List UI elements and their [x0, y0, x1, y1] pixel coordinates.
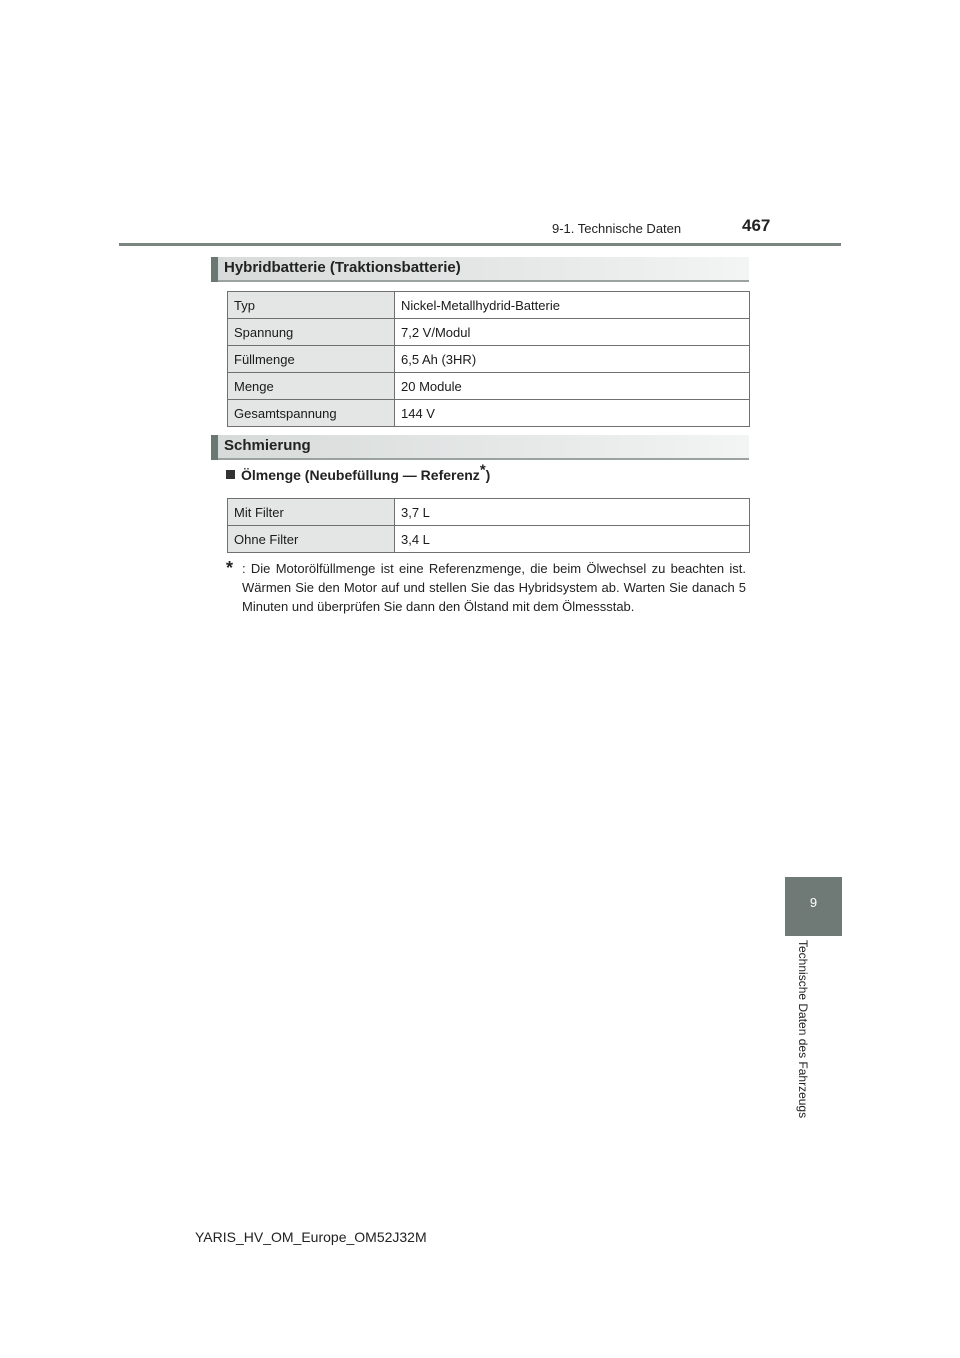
table-value-cell: 7,2 V/Modul: [395, 319, 750, 346]
header-divider: [119, 243, 841, 246]
table-row: [228, 346, 750, 373]
subheading-close: ): [485, 467, 491, 483]
section-heading-lubrication: [211, 435, 749, 460]
table-value-cell: 20 Module: [395, 373, 750, 400]
hybrid-battery-table: [227, 291, 750, 427]
subheading-text: Ölmenge (Neubefüllung — Referenz: [241, 467, 480, 483]
chapter-label: Technische Daten des Fahrzeugs: [796, 940, 810, 1119]
table-label-cell: Spannung: [228, 319, 395, 346]
oil-capacity-footnote: [226, 559, 746, 616]
table-value-cell: 144 V: [395, 400, 750, 427]
footnote-text: : Die Motorölfüllmenge ist eine Referenzmenge, die beim Ölwechsel zu beachten ist. Wärmen Sie den Motor auf und stellen Sie das Hybridsystem ab. Warten Sie danach 5 Minuten und überprüfen Sie dann den Ölstand mit dem Ölmessstab.: [242, 561, 746, 614]
page-number: 467: [742, 216, 771, 235]
table-label-cell: Ohne Filter: [228, 526, 395, 553]
table-label-cell: Mit Filter: [228, 499, 395, 526]
chapter-tab: [785, 877, 842, 936]
square-bullet-icon: [226, 470, 235, 479]
oil-capacity-table: [227, 498, 750, 553]
section-accent-bar: [211, 435, 218, 460]
table-row: [228, 319, 750, 346]
table-label-cell: Typ: [228, 292, 395, 319]
table-value-cell: 3,7 L: [395, 499, 750, 526]
table-row: [228, 499, 750, 526]
table-value-cell: Nickel-Metallhydrid-Batterie: [395, 292, 750, 319]
table-label-cell: Füllmenge: [228, 346, 395, 373]
table-value-cell: 6,5 Ah (3HR): [395, 346, 750, 373]
section-title: Hybridbatterie (Traktionsbatterie): [224, 259, 461, 276]
chapter-number: 9: [809, 895, 818, 910]
oil-capacity-subheading: [226, 461, 491, 483]
table-row: [228, 526, 750, 553]
section-title: Schmierung: [224, 437, 311, 454]
section-accent-bar: [211, 257, 218, 282]
table-row: [228, 292, 750, 319]
table-value-cell: 3,4 L: [395, 526, 750, 553]
table-row: [228, 400, 750, 427]
table-label-cell: Gesamtspannung: [228, 400, 395, 427]
document-id: YARIS_HV_OM_Europe_OM52J32M: [195, 1229, 427, 1245]
header-section-title: 9-1. Technische Daten: [552, 221, 682, 236]
table-row: [228, 373, 750, 400]
section-heading-hybrid-battery: [211, 257, 749, 282]
footnote-reference: *: [479, 461, 486, 479]
footnote-marker: *: [226, 558, 234, 578]
table-label-cell: Menge: [228, 373, 395, 400]
